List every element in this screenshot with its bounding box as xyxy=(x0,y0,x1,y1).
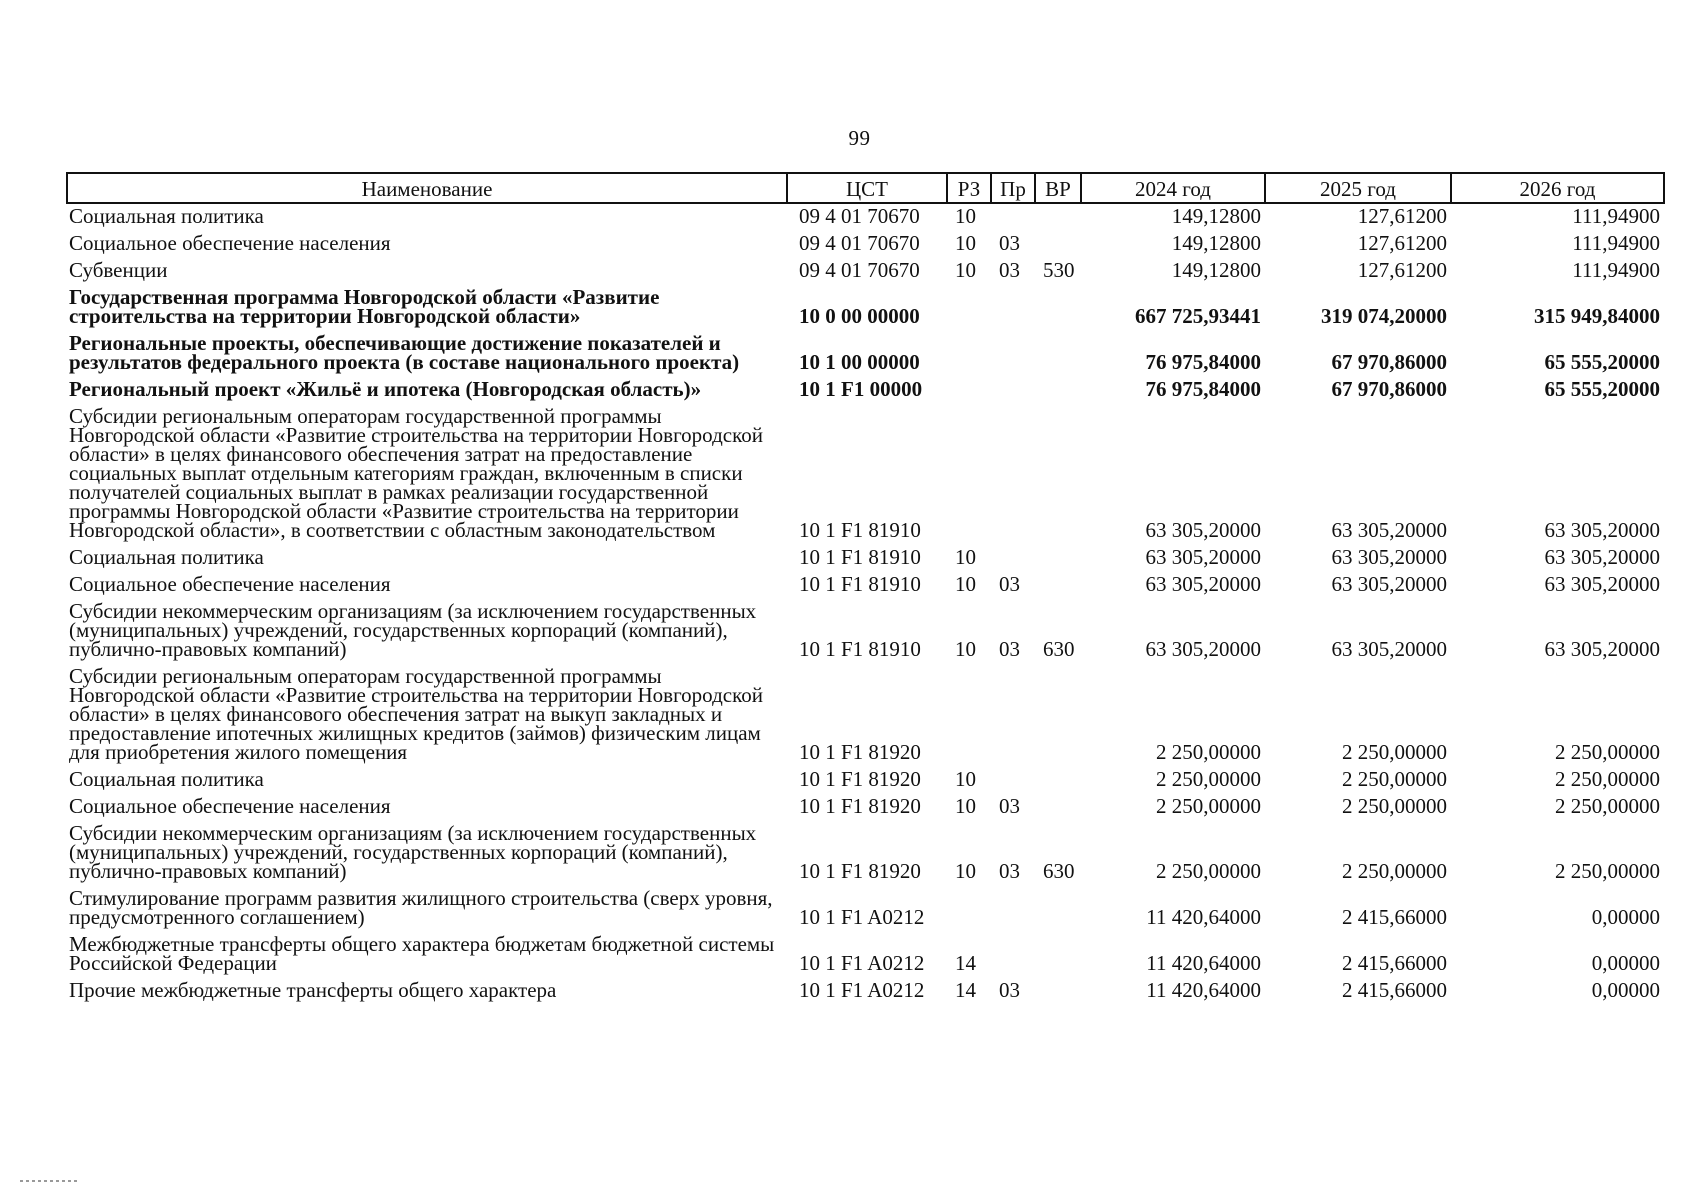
row-pr: 03 xyxy=(999,637,1020,661)
row-pr xyxy=(991,886,1035,932)
row-rz: 14 xyxy=(955,978,976,1002)
row-2026: 315 949,84000 xyxy=(1534,304,1660,328)
table-row xyxy=(67,258,1664,285)
row-pr: 03 xyxy=(999,794,1020,818)
row-cst: 10 1 F1 81910 xyxy=(799,545,921,569)
table-row xyxy=(67,331,1664,377)
row-2026: 0,00000 xyxy=(1591,905,1660,929)
row-pr xyxy=(991,331,1035,377)
table-row xyxy=(67,767,1664,794)
header-cst: ЦСТ xyxy=(787,173,947,203)
page-number: 99 xyxy=(848,126,871,150)
row-name: Субсидии региональным операторам государственной программы Новгородской области «Развитие строительства на территории Новгородской области» в целях финансового обеспечения затрат на выкуп закладных и предоставление ипотечных жилищных кредитов (займов) физическим лицам для приобретения жилого помещения xyxy=(69,664,763,764)
row-cst: 10 0 00 00000 xyxy=(799,304,920,328)
row-2026: 2 250,00000 xyxy=(1555,740,1660,764)
row-2026: 0,00000 xyxy=(1591,978,1660,1002)
row-rz: 14 xyxy=(955,951,976,975)
row-2024: 63 305,20000 xyxy=(1145,518,1261,542)
row-2024: 11 420,64000 xyxy=(1146,905,1261,929)
row-vr: 630 xyxy=(1043,859,1075,883)
row-vr xyxy=(1035,572,1081,599)
row-2026: 65 555,20000 xyxy=(1544,377,1660,401)
row-rz xyxy=(947,404,991,545)
row-2025: 63 305,20000 xyxy=(1331,518,1447,542)
row-pr xyxy=(991,285,1035,331)
row-2025: 2 250,00000 xyxy=(1342,794,1447,818)
row-2026: 2 250,00000 xyxy=(1555,859,1660,883)
row-vr xyxy=(1035,285,1081,331)
row-pr xyxy=(991,377,1035,404)
row-rz: 10 xyxy=(955,258,976,282)
row-cst: 09 4 01 70670 xyxy=(799,204,920,228)
row-2024: 63 305,20000 xyxy=(1145,572,1261,596)
row-vr xyxy=(1035,203,1081,231)
scan-artifact xyxy=(20,1180,80,1182)
row-2024: 11 420,64000 xyxy=(1146,978,1261,1002)
row-2025: 2 415,66000 xyxy=(1342,978,1447,1002)
row-2025: 67 970,86000 xyxy=(1331,350,1447,374)
row-vr xyxy=(1035,231,1081,258)
row-rz: 10 xyxy=(955,231,976,255)
row-2025: 2 415,66000 xyxy=(1342,951,1447,975)
row-cst: 10 1 F1 81920 xyxy=(799,794,921,818)
row-2026: 63 305,20000 xyxy=(1544,637,1660,661)
row-2024: 2 250,00000 xyxy=(1156,740,1261,764)
table-row xyxy=(67,203,1664,231)
row-rz xyxy=(947,285,991,331)
row-vr: 530 xyxy=(1043,258,1075,282)
row-2026: 63 305,20000 xyxy=(1544,572,1660,596)
header-vr: ВР xyxy=(1035,173,1081,203)
row-name: Социальная политика xyxy=(69,204,264,228)
header-name: Наименование xyxy=(67,173,787,203)
row-rz xyxy=(947,331,991,377)
table-row xyxy=(67,794,1664,821)
table-row xyxy=(67,285,1664,331)
row-2024: 149,12800 xyxy=(1171,231,1261,255)
row-2025: 63 305,20000 xyxy=(1331,545,1447,569)
table-row xyxy=(67,978,1664,1005)
row-pr xyxy=(991,767,1035,794)
row-name: Социальное обеспечение населения xyxy=(69,794,391,818)
budget-table xyxy=(66,172,1665,1005)
row-rz: 10 xyxy=(955,545,976,569)
row-2024: 2 250,00000 xyxy=(1156,767,1261,791)
row-cst: 10 1 F1 81920 xyxy=(799,740,921,764)
row-pr xyxy=(991,203,1035,231)
table-row xyxy=(67,599,1664,664)
row-2025: 67 970,86000 xyxy=(1331,377,1447,401)
row-cst: 10 1 F1 A0212 xyxy=(799,905,925,929)
row-2025: 319 074,20000 xyxy=(1321,304,1447,328)
row-2026: 2 250,00000 xyxy=(1555,767,1660,791)
row-2026: 63 305,20000 xyxy=(1544,545,1660,569)
row-2024: 149,12800 xyxy=(1171,204,1261,228)
table-row xyxy=(67,932,1664,978)
row-cst: 10 1 F1 81910 xyxy=(799,572,921,596)
header-2026: 2026 год xyxy=(1451,173,1664,203)
row-name: Региональный проект «Жильё и ипотека (Новгородская область)» xyxy=(69,377,702,401)
row-rz: 10 xyxy=(955,794,976,818)
row-cst: 10 1 F1 81920 xyxy=(799,767,921,791)
table-row xyxy=(67,404,1664,545)
row-2025: 127,61200 xyxy=(1357,258,1447,282)
row-name: Региональные проекты, обеспечивающие достижение показателей и результатов федерального проекта (в составе национального проекта) xyxy=(69,331,740,374)
table-row xyxy=(67,545,1664,572)
row-2025: 2 250,00000 xyxy=(1342,740,1447,764)
row-2024: 2 250,00000 xyxy=(1156,859,1261,883)
row-pr: 03 xyxy=(999,859,1020,883)
row-pr xyxy=(991,664,1035,767)
table-row xyxy=(67,664,1664,767)
row-2024: 63 305,20000 xyxy=(1145,637,1261,661)
row-name: Субсидии некоммерческим организациям (за исключением государственных (муниципальных) учреждений, государственных корпораций (компаний), публично-правовых компаний) xyxy=(69,821,757,883)
row-cst: 10 1 F1 A0212 xyxy=(799,978,925,1002)
row-name: Субвенции xyxy=(69,258,168,282)
row-vr xyxy=(1035,404,1081,545)
row-pr xyxy=(991,545,1035,572)
row-pr xyxy=(991,932,1035,978)
row-vr: 630 xyxy=(1043,637,1075,661)
row-2024: 76 975,84000 xyxy=(1145,377,1261,401)
row-cst: 10 1 F1 81920 xyxy=(799,859,921,883)
row-cst: 10 1 F1 81910 xyxy=(799,637,921,661)
table-row xyxy=(67,231,1664,258)
row-name: Субсидии некоммерческим организациям (за исключением государственных (муниципальных) учреждений, государственных корпораций (компаний), публично-правовых компаний) xyxy=(69,599,757,661)
table-body xyxy=(67,203,1664,1005)
row-2026: 111,94900 xyxy=(1572,204,1660,228)
row-2024: 667 725,93441 xyxy=(1135,304,1261,328)
row-pr: 03 xyxy=(999,231,1020,255)
row-vr xyxy=(1035,545,1081,572)
row-vr xyxy=(1035,794,1081,821)
row-2025: 2 250,00000 xyxy=(1342,767,1447,791)
row-name: Прочие межбюджетные трансферты общего характера xyxy=(69,978,557,1002)
row-name: Социальная политика xyxy=(69,545,264,569)
row-2026: 65 555,20000 xyxy=(1544,350,1660,374)
row-name: Субсидии региональным операторам государственной программы Новгородской области «Развитие строительства на территории Новгородской области» в целях финансового обеспечения затрат на предоставление социальных выплат отдельным категориям граждан, включенным в списки получателей социальных выплат в рамках реализации государственной программы Новгородской области «Развитие строительства на территории Новгородской области», в соответствии с областным законодательством xyxy=(69,404,763,542)
table-row xyxy=(67,377,1664,404)
row-cst: 10 1 F1 00000 xyxy=(799,377,923,401)
row-pr: 03 xyxy=(999,258,1020,282)
row-2024: 149,12800 xyxy=(1171,258,1261,282)
row-pr: 03 xyxy=(999,978,1020,1002)
row-2024: 63 305,20000 xyxy=(1145,545,1261,569)
row-2025: 63 305,20000 xyxy=(1331,572,1447,596)
row-2026: 111,94900 xyxy=(1572,258,1660,282)
row-name: Межбюджетные трансферты общего характера бюджетам бюджетной системы Российской Федерации xyxy=(69,932,775,975)
row-vr xyxy=(1035,767,1081,794)
row-vr xyxy=(1035,377,1081,404)
header-2024: 2024 год xyxy=(1081,173,1265,203)
row-pr xyxy=(991,404,1035,545)
header-2025: 2025 год xyxy=(1265,173,1451,203)
row-vr xyxy=(1035,331,1081,377)
row-rz: 10 xyxy=(955,859,976,883)
row-name: Социальная политика xyxy=(69,767,264,791)
row-name: Социальное обеспечение населения xyxy=(69,231,391,255)
row-cst: 09 4 01 70670 xyxy=(799,258,920,282)
row-cst: 10 1 F1 81910 xyxy=(799,518,921,542)
row-2025: 127,61200 xyxy=(1357,204,1447,228)
row-2025: 2 250,00000 xyxy=(1342,859,1447,883)
row-rz: 10 xyxy=(955,572,976,596)
row-vr xyxy=(1035,932,1081,978)
header-pr: Пр xyxy=(991,173,1035,203)
table-row xyxy=(67,886,1664,932)
row-rz xyxy=(947,886,991,932)
row-vr xyxy=(1035,664,1081,767)
table-header-row xyxy=(67,173,1664,203)
row-cst: 10 1 F1 A0212 xyxy=(799,951,925,975)
row-name: Стимулирование программ развития жилищного строительства (сверх уровня, предусмотренного соглашением) xyxy=(69,886,773,929)
header-rz: РЗ xyxy=(947,173,991,203)
row-2026: 2 250,00000 xyxy=(1555,794,1660,818)
row-vr xyxy=(1035,886,1081,932)
row-name: Социальное обеспечение населения xyxy=(69,572,391,596)
row-2025: 63 305,20000 xyxy=(1331,637,1447,661)
row-name: Государственная программа Новгородской области «Развитие строительства на территории Новгородской области» xyxy=(69,285,660,328)
row-2026: 111,94900 xyxy=(1572,231,1660,255)
row-2024: 76 975,84000 xyxy=(1145,350,1261,374)
row-rz: 10 xyxy=(955,637,976,661)
row-2025: 2 415,66000 xyxy=(1342,905,1447,929)
table-row xyxy=(67,821,1664,886)
row-cst: 10 1 00 00000 xyxy=(799,350,920,374)
row-2026: 63 305,20000 xyxy=(1544,518,1660,542)
row-2026: 0,00000 xyxy=(1591,951,1660,975)
row-rz: 10 xyxy=(955,767,976,791)
row-rz xyxy=(947,377,991,404)
row-vr xyxy=(1035,978,1081,1005)
row-2025: 127,61200 xyxy=(1357,231,1447,255)
row-rz: 10 xyxy=(955,204,976,228)
row-rz xyxy=(947,664,991,767)
row-2024: 2 250,00000 xyxy=(1156,794,1261,818)
row-2024: 11 420,64000 xyxy=(1146,951,1261,975)
row-pr: 03 xyxy=(999,572,1020,596)
table-row xyxy=(67,572,1664,599)
row-cst: 09 4 01 70670 xyxy=(799,231,920,255)
